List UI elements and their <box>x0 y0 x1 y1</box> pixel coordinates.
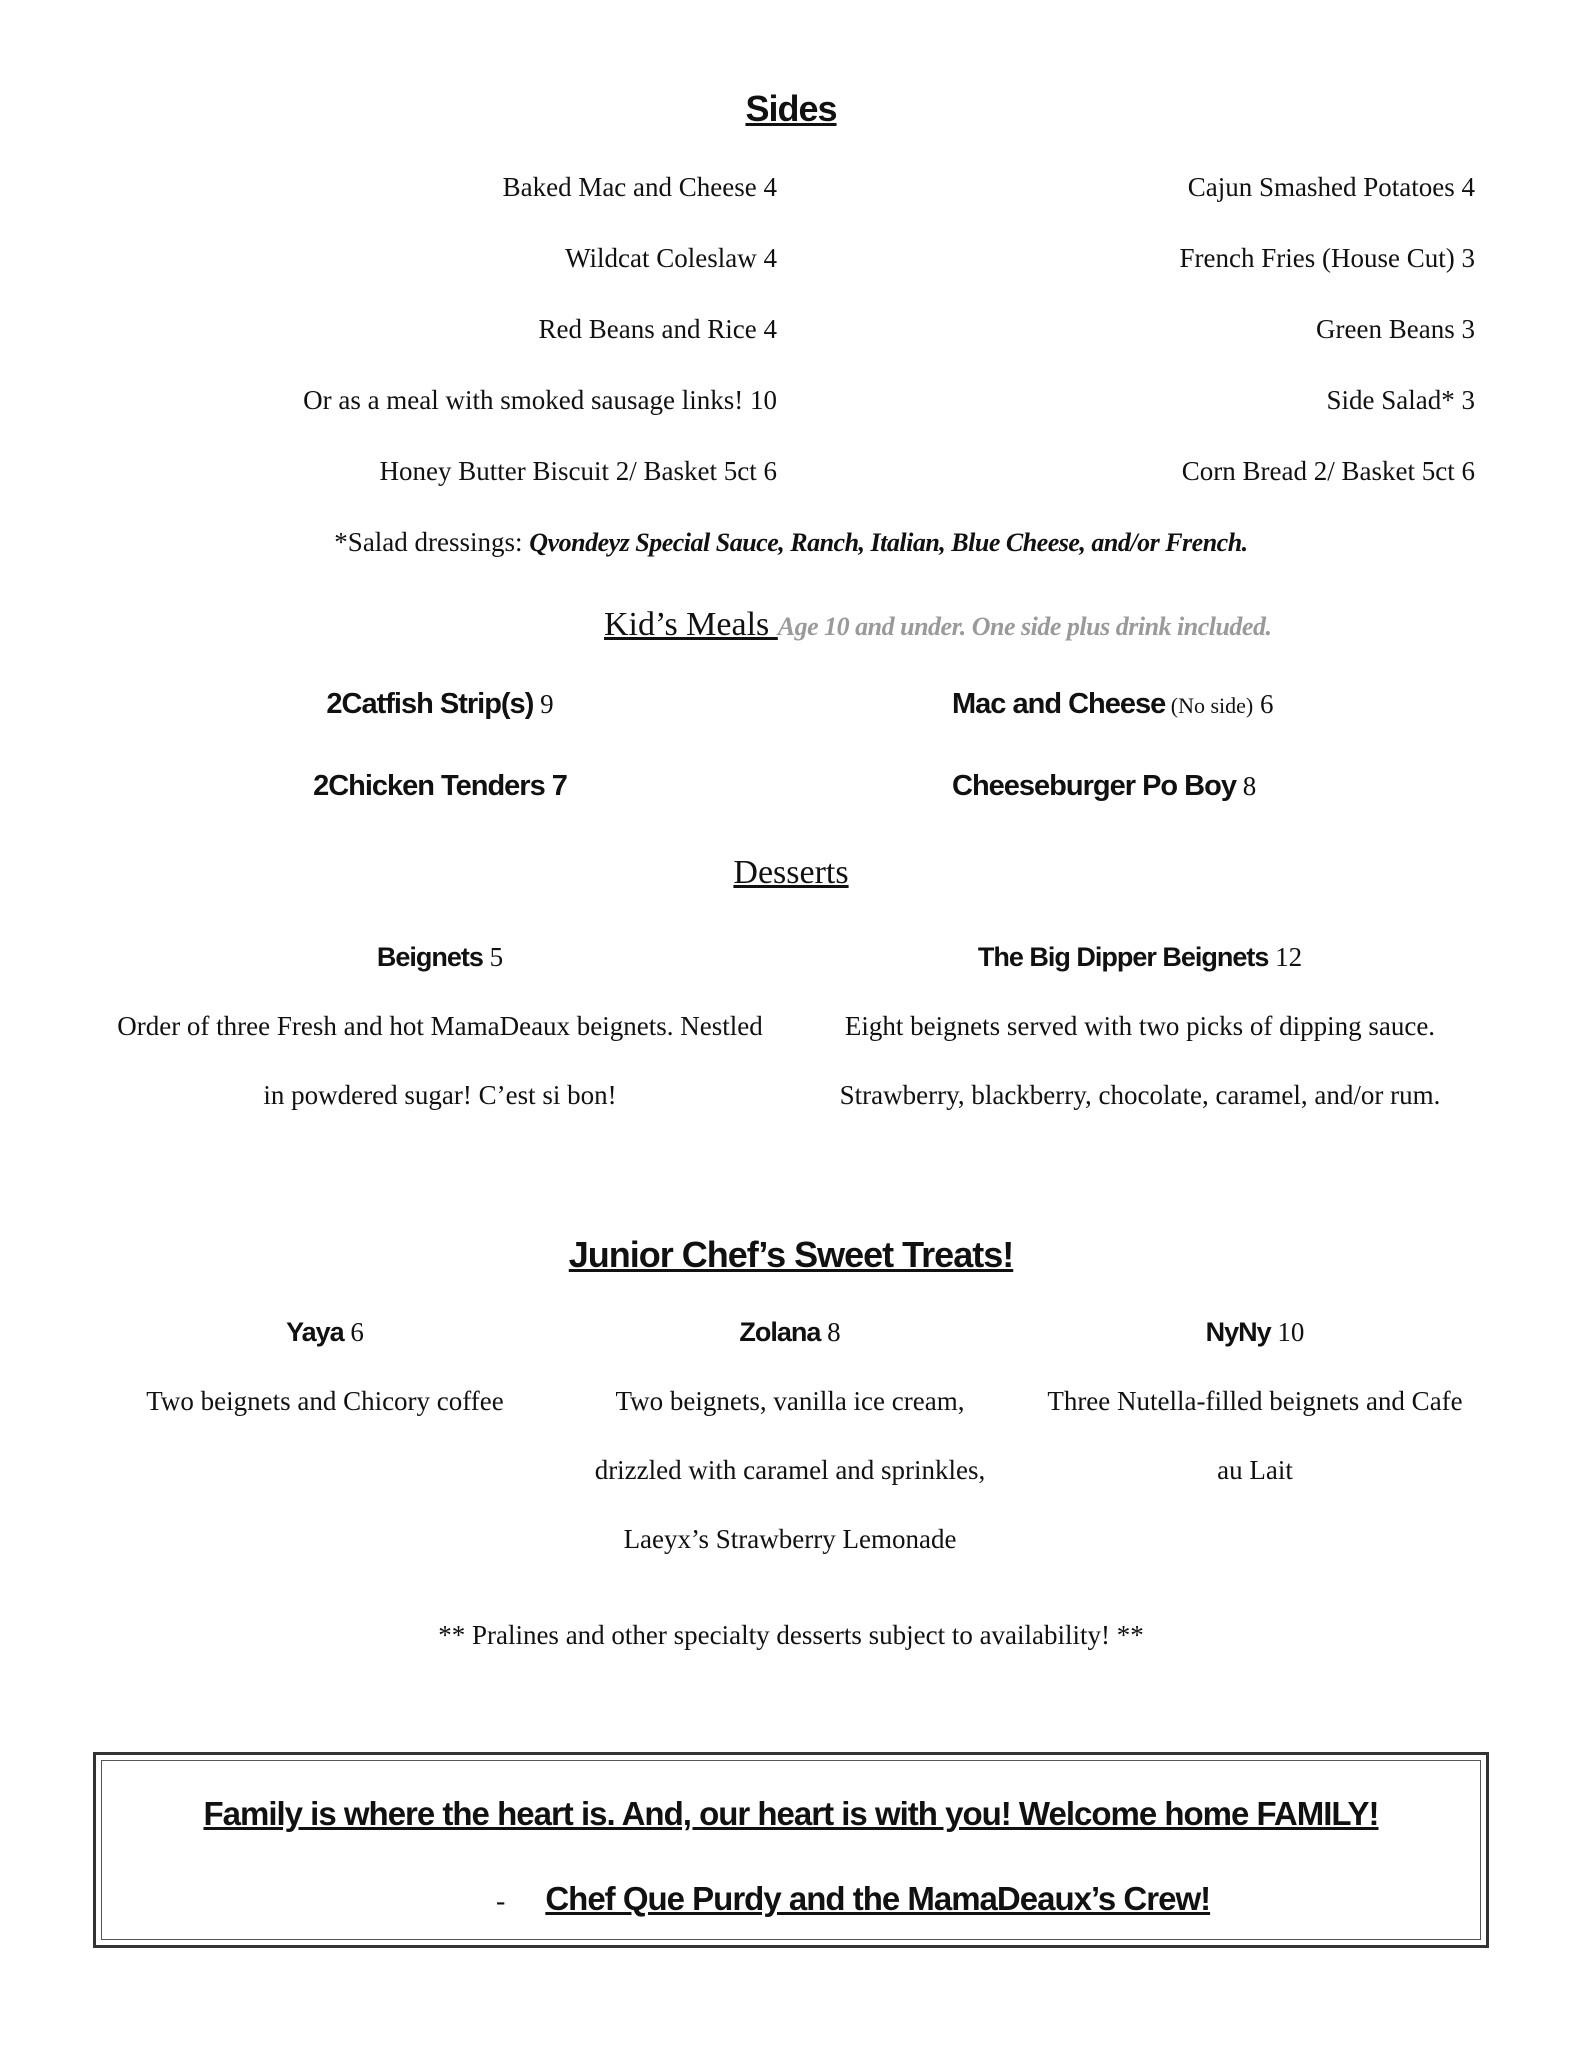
footer-signature-text: Chef Que Purdy and the MamaDeaux’s Crew! <box>545 1880 1211 1917</box>
junior-price: 6 <box>343 1317 364 1347</box>
dessert-description: in powdered sugar! C’est si bon! <box>263 1080 617 1110</box>
side-item: Baked Mac and Cheese 4 <box>502 172 777 202</box>
dessert-description: Order of three Fresh and hot MamaDeaux beignets. Nestled <box>117 1011 763 1041</box>
kids-item <box>952 688 1274 721</box>
dessert-name: Beignets <box>376 942 483 972</box>
junior-description: Two beignets and Chicory coffee <box>146 1386 504 1416</box>
footer-welcome-line: Family is where the heart is. And, our heart is with you! Welcome home FAMILY! <box>203 1795 1379 1832</box>
kids-item <box>250 770 630 803</box>
side-item: Red Beans and Rice 4 <box>538 314 777 344</box>
kids-item-price: 9 <box>533 689 554 719</box>
junior-title: Junior Chef’s Sweet Treats! <box>568 1234 1014 1275</box>
junior-description: Laeyx’s Strawberry Lemonade <box>623 1524 957 1554</box>
kids-heading <box>604 606 1271 644</box>
junior-name: Yaya <box>286 1317 344 1347</box>
side-item: Green Beans 3 <box>1316 314 1475 344</box>
footer-dash: - <box>496 1886 506 1917</box>
side-item: Corn Bread 2/ Basket 5ct 6 <box>1181 456 1475 486</box>
junior-description: drizzled with caramel and sprinkles, <box>594 1455 986 1485</box>
dessert-item <box>90 942 790 1111</box>
junior-item <box>110 1317 540 1417</box>
junior-item <box>575 1317 1005 1555</box>
dessert-name: The Big Dipper Beignets <box>977 942 1269 972</box>
side-item: Or as a meal with smoked sausage links! 10 <box>303 385 777 415</box>
side-item: Cajun Smashed Potatoes 4 <box>1187 172 1475 202</box>
junior-description: au Lait <box>1217 1455 1293 1485</box>
dessert-description: Strawberry, blackberry, chocolate, caramel, and/or rum. <box>839 1080 1441 1110</box>
kids-item-note: (No side) <box>1165 693 1254 718</box>
dessert-description: Eight beignets served with two picks of dipping sauce. <box>844 1011 1436 1041</box>
side-item: Wildcat Coleslaw 4 <box>565 243 777 273</box>
side-item: French Fries (House Cut) 3 <box>1179 243 1475 273</box>
junior-price: 10 <box>1270 1317 1305 1347</box>
kids-item-name: Mac and Cheese <box>952 688 1166 720</box>
kids-item <box>952 770 1256 803</box>
kids-note: Age 10 and under. One side plus drink included. <box>777 612 1272 641</box>
junior-item <box>1030 1317 1480 1486</box>
desserts-title: Desserts <box>733 854 849 891</box>
kids-item-price: 8 <box>1235 771 1257 801</box>
footer-box <box>93 1752 1489 1948</box>
kids-item-name: 2Chicken Tenders 7 <box>313 770 567 802</box>
side-item: Honey Butter Biscuit 2/ Basket 5ct 6 <box>379 456 777 486</box>
kids-item-name: 2Catfish Strip(s) <box>326 688 534 720</box>
kids-item-price: 6 <box>1253 689 1274 719</box>
kids-item-name: Cheeseburger Po Boy <box>952 770 1236 802</box>
salad-dressings-line <box>0 527 1582 558</box>
junior-description: Two beignets, vanilla ice cream, <box>615 1386 965 1416</box>
dessert-price: 12 <box>1268 942 1303 972</box>
footer-signature <box>496 1880 1210 1918</box>
junior-description: Three Nutella-filled beignets and Cafe <box>1047 1386 1463 1416</box>
dessert-price: 5 <box>482 942 504 972</box>
availability-note: ** Pralines and other specialty desserts subject to availability! ** <box>438 1620 1144 1650</box>
sides-title: Sides <box>745 88 837 129</box>
dressing-label: *Salad dressings: <box>334 527 530 557</box>
junior-price: 8 <box>820 1317 841 1347</box>
junior-name: Zolana <box>739 1317 821 1347</box>
kids-title: Kid’s Meals <box>604 606 778 643</box>
kids-item <box>250 688 630 721</box>
junior-name: NyNy <box>1205 1317 1271 1347</box>
side-item: Side Salad* 3 <box>1326 385 1475 415</box>
dressing-list: Qvondeyz Special Sauce, Ranch, Italian, Blue Cheese, and/or French. <box>529 528 1248 557</box>
dessert-item <box>800 942 1480 1111</box>
